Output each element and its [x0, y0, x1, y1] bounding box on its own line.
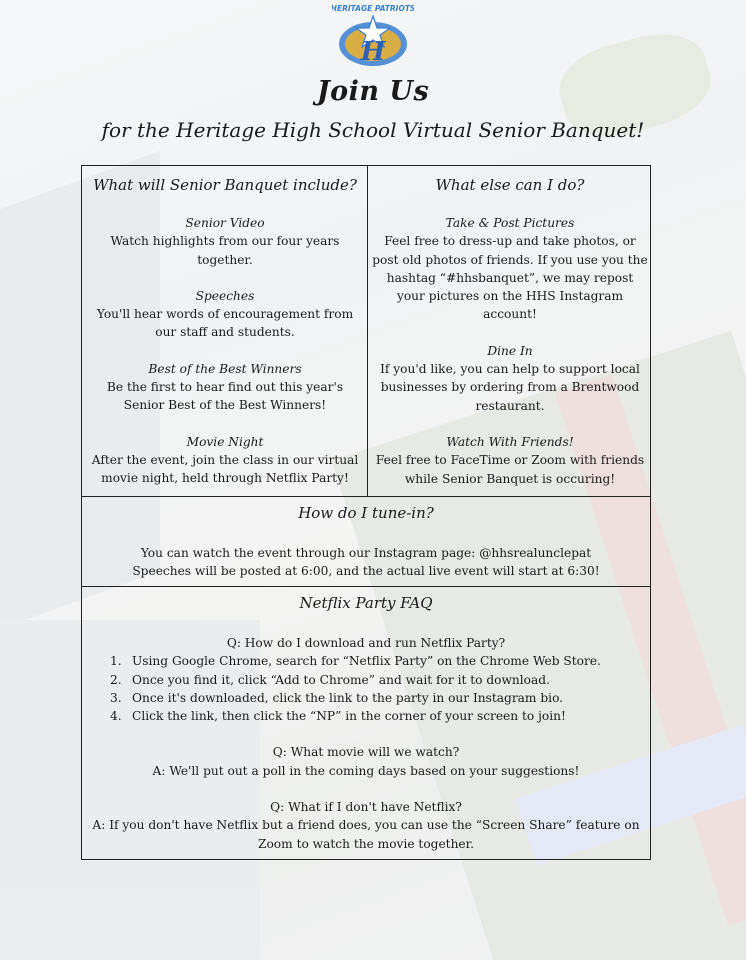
item-title: Best of the Best Winners: [148, 361, 302, 376]
faq-answer-3: A: If you don't have Netflix but a friend does, you can use the “Screen Share” feature on Zoom to watch the movie together.: [92, 818, 640, 851]
step-number: 2.: [110, 672, 122, 687]
item-text: After the event, join the class in our virtual movie night, held through Netflix Party!: [91, 452, 359, 486]
include-item: [86, 214, 364, 269]
step-text: Once it's downloaded, click the link to the party in our Instagram bio.: [132, 690, 564, 705]
item-text: Be the first to hear find out this year's Senior Best of the Best Winners!: [106, 380, 344, 413]
item-title: Movie Night: [186, 434, 264, 449]
step-number: 1.: [110, 654, 122, 669]
faq-question-3: Q: What if I don't have Netflix?: [270, 800, 462, 815]
include-item: [86, 360, 364, 415]
include-item: [86, 433, 364, 488]
faq-question-2: Q: What movie will we watch?: [272, 745, 460, 760]
download-steps: [82, 652, 650, 725]
item-title: Speeches: [195, 288, 255, 303]
heritage-patriots-logo: [332, 2, 414, 70]
item-text: You'll hear words of encouragement from our staff and students.: [96, 307, 354, 340]
logo-text: HERITAGE PATRIOTS: [332, 4, 414, 13]
faq-answer-2: A: We'll put out a poll in the coming days based on your suggestions!: [152, 763, 580, 778]
tune-in-heading: How do I tune-in?: [298, 504, 434, 522]
school-logo: [332, 2, 414, 70]
page-title: Join Us: [316, 76, 430, 107]
activity-item: [371, 342, 649, 415]
step-number: 4.: [110, 709, 122, 724]
step-item: [82, 671, 650, 689]
right-heading: What else can I do?: [435, 176, 585, 194]
activity-item: [371, 433, 649, 488]
info-table: [81, 165, 651, 860]
tune-in-section: [82, 496, 650, 586]
logo-letter: H: [360, 37, 386, 67]
step-item: [82, 707, 650, 725]
step-text: Once you find it, click “Add to Chrome” and wait for it to download.: [132, 672, 550, 687]
step-text: Using Google Chrome, search for “Netflix Party” on the Chrome Web Store.: [132, 654, 601, 669]
faq-section: [82, 586, 650, 853]
item-title: Take & Post Pictures: [445, 216, 575, 230]
item-title: Dine In: [487, 343, 533, 358]
right-column: [371, 166, 649, 496]
tune-in-line-2: Speeches will be posted at 6:00, and the actual live event will start at 6:30!: [132, 564, 600, 579]
step-text: Click the link, then click the “NP” in the corner of your screen to join!: [132, 709, 566, 724]
faq-heading: Netflix Party FAQ: [299, 594, 433, 612]
left-heading: What will Senior Banquet include?: [93, 176, 357, 194]
include-item: [86, 287, 364, 342]
activity-item: [371, 214, 649, 324]
left-column: [86, 166, 364, 496]
item-title: Watch With Friends!: [446, 434, 574, 449]
item-text: Feel free to FaceTime or Zoom with friends while Senior Banquet is occuring!: [375, 453, 645, 486]
step-item: [82, 652, 650, 670]
faq-question-1: Q: How do I download and run Netflix Party?: [226, 636, 506, 650]
item-text: If you'd like, you can help to support local businesses by ordering from a Brentwood restaurant.: [380, 362, 640, 413]
item-text: Feel free to dress-up and take photos, or post old photos of friends. If you use you the hashtag “#hhsbanquet”, we may repost your pictures on the HHS Instagram account!: [372, 234, 648, 322]
tune-in-line-1: You can watch the event through our Instagram page: @hhsrealunclepat: [140, 546, 592, 560]
page-subtitle: for the Heritage High School Virtual Senior Banquet!: [101, 118, 645, 142]
step-number: 3.: [110, 690, 122, 705]
item-text: Watch highlights from our four years together.: [110, 234, 340, 267]
item-title: Senior Video: [185, 216, 265, 230]
column-divider: [367, 166, 368, 496]
step-item: [82, 689, 650, 707]
